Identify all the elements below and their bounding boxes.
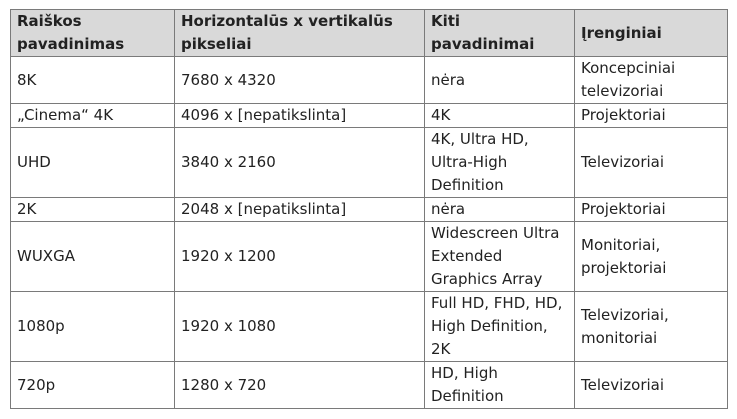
cell-devices: Projektoriai	[575, 104, 728, 128]
cell-resolution-name: WUXGA	[11, 222, 175, 292]
cell-other-names: nėra	[425, 57, 575, 104]
header-row	[11, 10, 728, 57]
cell-other-names: Widescreen Ultra Extended Graphics Array	[425, 222, 575, 292]
header-resolution-name: Raiškos pavadinimas	[11, 10, 175, 57]
cell-pixels: 7680 x 4320	[175, 57, 425, 104]
cell-other-names: Full HD, FHD, HD, High Definition, 2K	[425, 292, 575, 362]
header-devices: Įrenginiai	[575, 10, 728, 57]
cell-pixels: 1280 x 720	[175, 362, 425, 409]
cell-devices: Koncepciniai televizoriai	[575, 57, 728, 104]
cell-devices: Monitoriai, projektoriai	[575, 222, 728, 292]
cell-devices: Televizoriai, monitoriai	[575, 292, 728, 362]
cell-other-names: nėra	[425, 198, 575, 222]
table-body	[11, 57, 728, 409]
table-row	[11, 198, 728, 222]
cell-pixels: 3840 x 2160	[175, 128, 425, 198]
cell-resolution-name: 720p	[11, 362, 175, 409]
table-row	[11, 292, 728, 362]
cell-pixels: 1920 x 1080	[175, 292, 425, 362]
cell-resolution-name: 8K	[11, 57, 175, 104]
table-row	[11, 57, 728, 104]
cell-pixels: 2048 x [nepatikslinta]	[175, 198, 425, 222]
table-row	[11, 104, 728, 128]
table-header	[11, 10, 728, 57]
table-row	[11, 128, 728, 198]
cell-resolution-name: 1080p	[11, 292, 175, 362]
cell-resolution-name: 2K	[11, 198, 175, 222]
cell-pixels: 1920 x 1200	[175, 222, 425, 292]
cell-other-names: 4K	[425, 104, 575, 128]
cell-devices: Projektoriai	[575, 198, 728, 222]
table-row	[11, 362, 728, 409]
header-pixels: Horizontalūs x vertikalūs pikseliai	[175, 10, 425, 57]
cell-pixels: 4096 x [nepatikslinta]	[175, 104, 425, 128]
table-row	[11, 222, 728, 292]
cell-other-names: 4K, Ultra HD, Ultra-High Definition	[425, 128, 575, 198]
cell-resolution-name: „Cinema“ 4K	[11, 104, 175, 128]
cell-resolution-name: UHD	[11, 128, 175, 198]
header-other-names: Kiti pavadinimai	[425, 10, 575, 57]
cell-devices: Televizoriai	[575, 128, 728, 198]
cell-other-names: HD, High Definition	[425, 362, 575, 409]
resolution-table	[10, 9, 728, 409]
cell-devices: Televizoriai	[575, 362, 728, 409]
